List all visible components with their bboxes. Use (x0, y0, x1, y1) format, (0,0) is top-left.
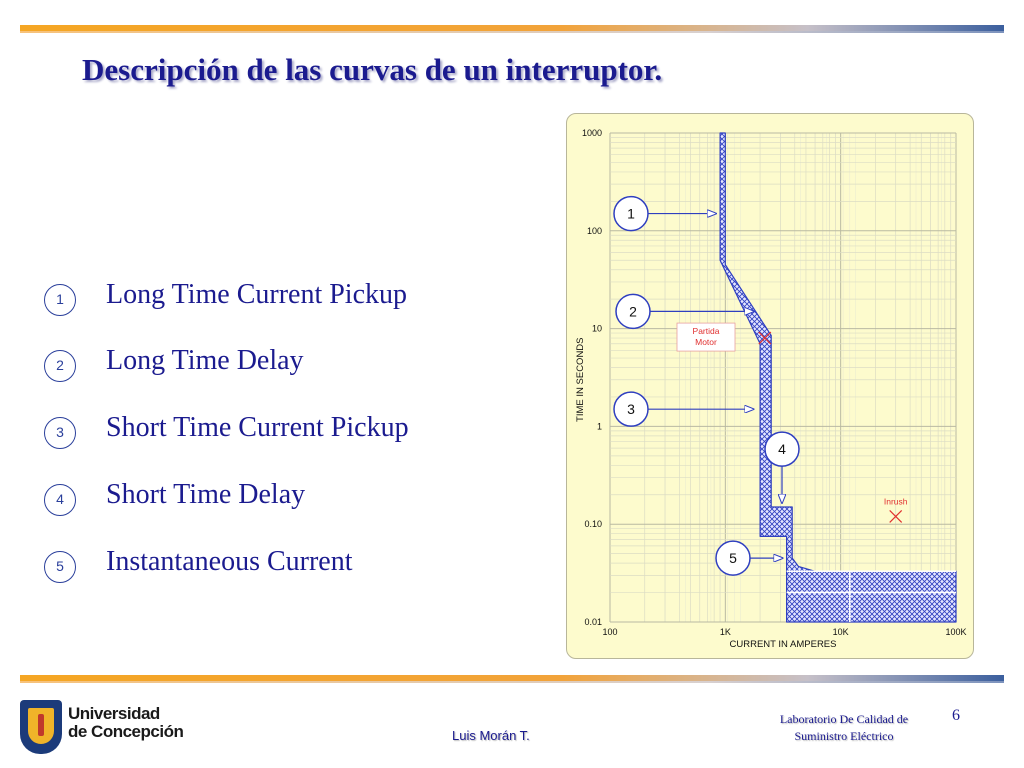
page-number: 6 (952, 707, 960, 724)
legend-label: Long Time Delay (106, 345, 304, 376)
trip-band (720, 133, 956, 622)
x-axis-label: CURRENT IN AMPERES (729, 639, 837, 650)
lab-name-line2: Suministro Eléctrico (794, 729, 894, 743)
legend-item-5 (44, 545, 514, 585)
university-name-line1: Universidad (68, 704, 160, 723)
legend-label: Instantaneous Current (106, 546, 353, 577)
crest-icon (20, 700, 62, 754)
legend-label: Short Time Delay (106, 479, 306, 510)
x-tick-label: 10K (832, 627, 849, 637)
y-tick-label: 1000 (581, 128, 602, 138)
y-axis-label: TIME IN SECONDS (575, 337, 586, 422)
x-tick-label: 100K (945, 627, 967, 637)
inrush-label: Inrush (883, 496, 908, 507)
x-tick-label: 1K (719, 627, 731, 637)
x-tick-label: 100 (602, 627, 618, 637)
callout-number: 3 (627, 401, 635, 418)
callout-number: 5 (729, 550, 737, 567)
legend-label: Short Time Current Pickup (106, 412, 409, 443)
legend-item-1 (44, 278, 514, 318)
motor-start-label: Partida (692, 326, 720, 337)
legend-item-3 (44, 411, 514, 451)
lab-name (744, 711, 944, 745)
legend-number-badge: 4 (44, 484, 76, 516)
y-tick-label: 0.01 (584, 617, 602, 627)
callout-number: 4 (778, 441, 786, 458)
y-tick-label: 1 (596, 421, 602, 432)
legend-number-badge: 5 (44, 551, 76, 583)
author-name: Luis Morán T. (452, 728, 530, 743)
y-tick-label: 100 (586, 225, 602, 236)
y-tick-label: 10 (591, 323, 602, 334)
top-accent-bar (20, 25, 1004, 31)
legend-number-badge: 1 (44, 284, 76, 316)
callout-number: 2 (629, 303, 637, 320)
slide-title: Descripción de las curvas de un interruptor. (82, 52, 663, 87)
legend-number-badge: 3 (44, 417, 76, 449)
trip-curve-plot (567, 114, 975, 660)
legend-item-2 (44, 344, 514, 384)
legend-label: Long Time Current Pickup (106, 279, 408, 310)
bottom-accent-bar (20, 675, 1004, 681)
lab-name-line1: Laboratorio De Calidad de (779, 712, 909, 726)
trip-curve-chart (566, 113, 974, 659)
legend-item-4 (44, 478, 514, 518)
university-name-line2: de Concepción (68, 722, 184, 741)
university-logo (20, 700, 184, 756)
callout-number: 1 (627, 205, 635, 222)
motor-start-label: Motor (695, 337, 717, 348)
y-tick-label: 0.10 (584, 519, 602, 530)
legend-number-badge: 2 (44, 350, 76, 382)
